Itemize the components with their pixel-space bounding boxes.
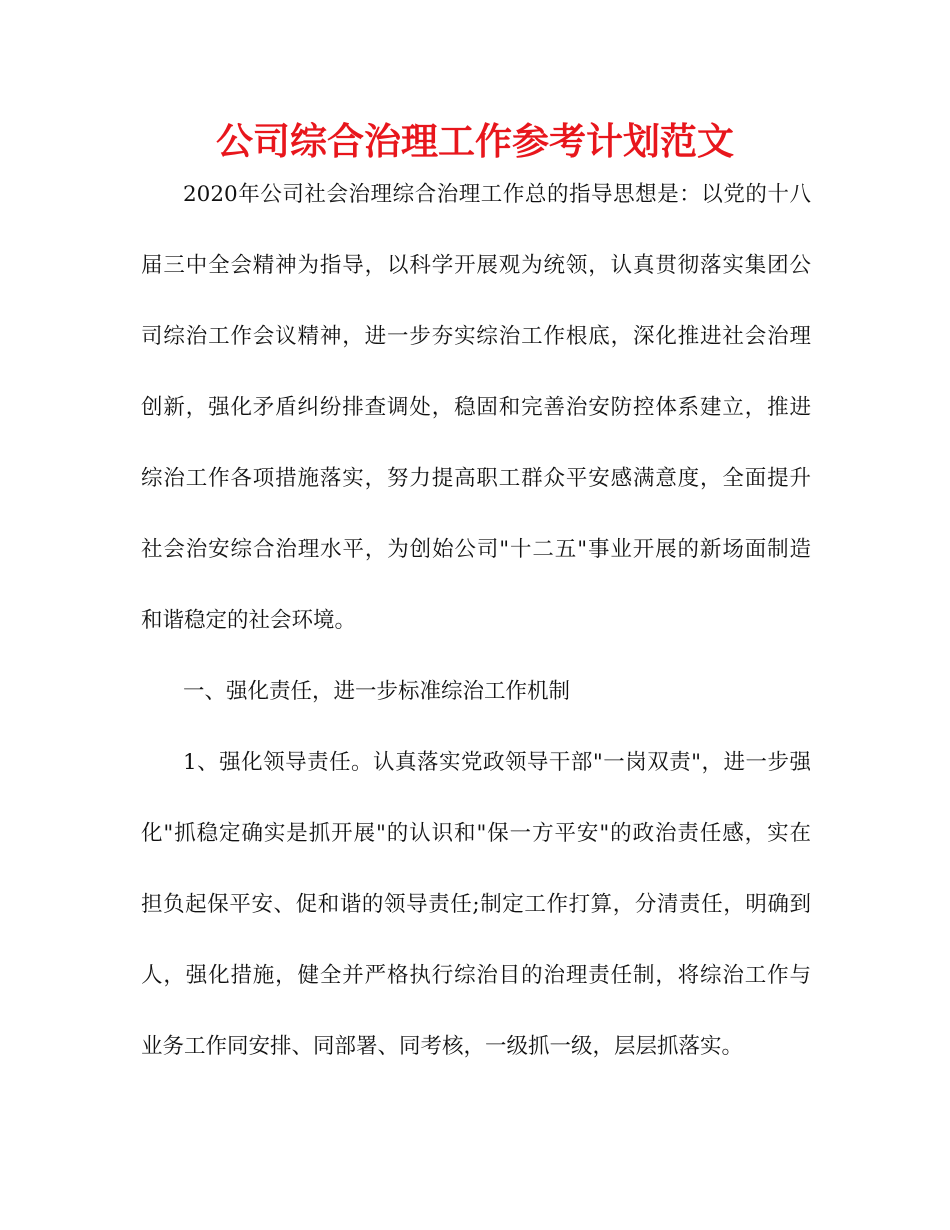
paragraph-line: 届三中全会精神为指导，以科学开展观为统领，认真贯彻落实集团公 (141, 253, 811, 278)
paragraph-line: 司综治工作会议精神，进一步夯实综治工作根底，深化推进社会治理 (141, 324, 811, 349)
paragraph-line: 2020年公司社会治理综合治理工作总的指导思想是：以党的十八 (183, 182, 811, 207)
document-title: 公司综合治理工作参考计划范文 (216, 120, 734, 163)
paragraph-line: 创新，强化矛盾纠纷排查调处，稳固和完善治安防控体系建立，推进 (141, 395, 811, 420)
paragraph-line: 化"抓稳定确实是抓开展"的认识和"保一方平安"的政治责任感，实在 (141, 821, 811, 846)
section-heading: 一、强化责任，进一步标准综治工作机制 (183, 679, 571, 704)
paragraph-line: 和谐稳定的社会环境。 (141, 608, 357, 633)
paragraph-line: 综治工作各项措施落实，努力提高职工群众平安感满意度，全面提升 (141, 466, 811, 491)
paragraph-line: 担负起保平安、促和谐的领导责任;制定工作打算，分清责任，明确到 (141, 892, 811, 917)
paragraph-line: 社会治安综合治理水平，为创始公司"十二五"事业开展的新场面制造 (141, 537, 811, 562)
paragraph-line: 1、强化领导责任。认真落实党政领导干部"一岗双责"，进一步强 (183, 750, 811, 775)
paragraph-line: 人，强化措施，健全并严格执行综治目的治理责任制，将综治工作与 (141, 963, 811, 988)
paragraph-line: 业务工作同安排、同部署、同考核，一级抓一级，层层抓落实。 (141, 1034, 744, 1059)
